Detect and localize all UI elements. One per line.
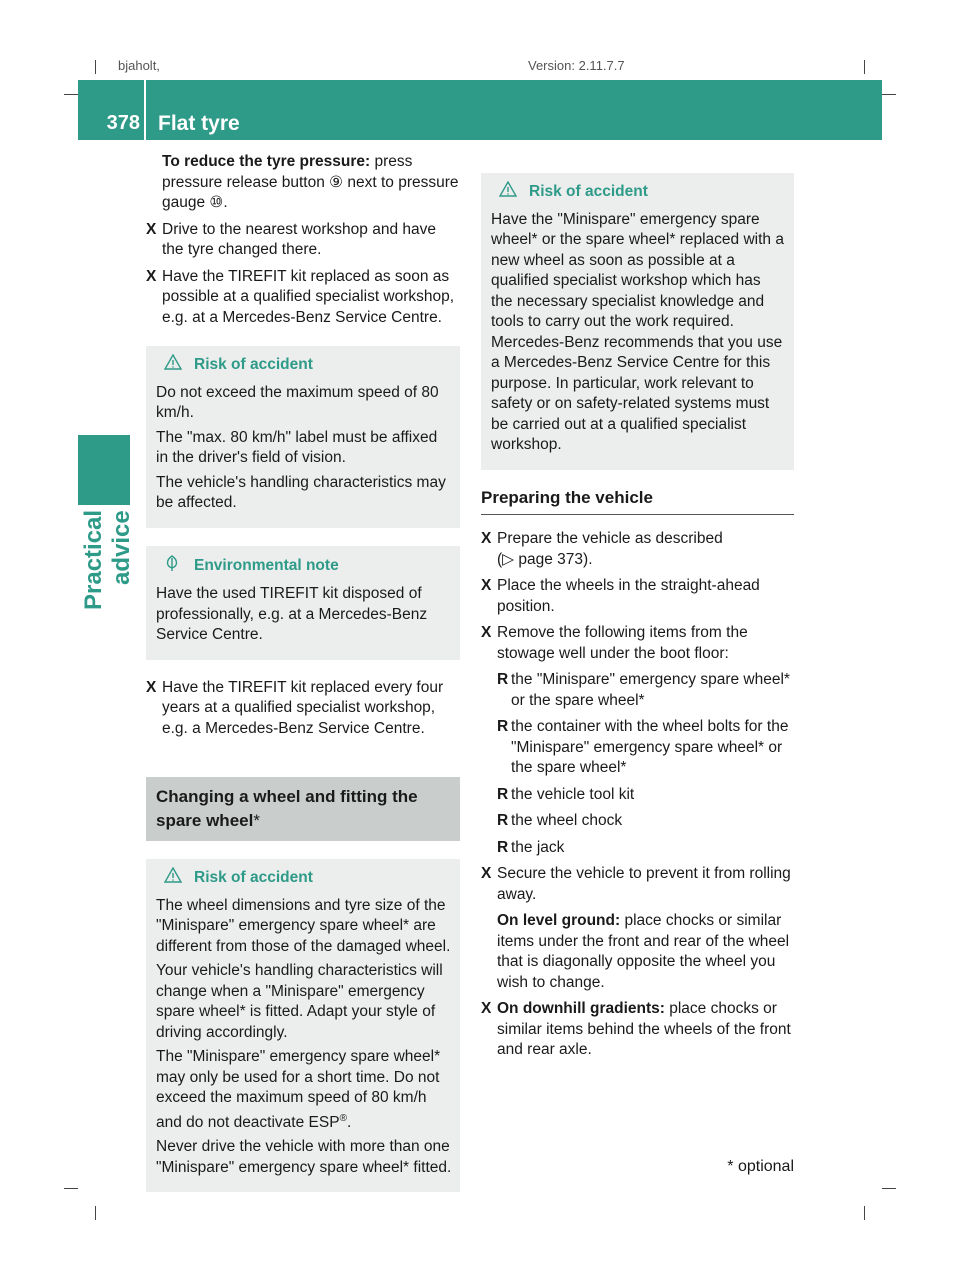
warning-title: Risk of accident [194, 356, 313, 373]
instruction-item [481, 529, 794, 570]
section-title: Changing a wheel and fitting the spare wheel [156, 787, 418, 830]
warning-paragraph [156, 1047, 452, 1133]
list-item [481, 670, 794, 711]
page-reference-link[interactable]: (▷ page 373). [497, 550, 593, 568]
warning-box [146, 859, 460, 1192]
step-marker-icon: X [146, 267, 157, 285]
warning-box [481, 173, 794, 470]
downhill-bold: On downhill gradients: [497, 1000, 665, 1017]
instruction-item [481, 623, 794, 664]
warning-heading [156, 354, 452, 377]
instruction-text: Drive to the nearest workshop and have the tyre changed there. [162, 220, 436, 258]
right-column [481, 173, 794, 1067]
list-item [481, 717, 794, 779]
environment-title: Environmental note [194, 556, 339, 574]
environment-text: Have the used TIREFIT kit disposed of professionally, e.g. at a Mercedes-Benz Service Centre. [156, 585, 428, 643]
environment-box [146, 546, 460, 660]
crop-mark [864, 60, 865, 74]
intro-text-mid: next to pressure gauge [162, 173, 459, 211]
warning-triangle-icon [164, 354, 186, 377]
intro-text: press pressure release button [162, 153, 413, 191]
warning-heading [491, 181, 786, 204]
print-meta-left: bjaholt, [118, 58, 160, 73]
intro-text-end: . [223, 194, 228, 211]
header-divider [144, 80, 146, 140]
optional-footnote: * optional [727, 1158, 794, 1175]
warning-paragraph: Your vehicle's handling characteristics will change when a "Minispare" emergency spare wheel* is fitted. Adapt your style of driving accordingly. [156, 962, 443, 1041]
chapter-label: Practical advice [80, 510, 135, 611]
level-ground-bold: On level ground: [497, 912, 621, 929]
crop-mark [882, 94, 896, 95]
bullet-marker-icon: R [497, 838, 509, 856]
warning-triangle-icon [164, 867, 186, 890]
section-heading [146, 777, 460, 841]
crop-mark [64, 94, 78, 95]
warning-line: The vehicle's handling characteristics may be affected. [156, 473, 446, 511]
page-title: Flat tyre [158, 112, 240, 135]
crop-mark [64, 1188, 78, 1189]
list-item-text: the vehicle tool kit [511, 785, 635, 803]
instruction-item [146, 220, 460, 261]
crop-mark [95, 60, 96, 74]
warning-triangle-icon [499, 181, 521, 204]
instruction-item [146, 678, 460, 740]
step-marker-icon: X [481, 577, 492, 594]
left-column [146, 152, 460, 1192]
step-marker-icon: X [146, 678, 157, 696]
downhill-text: place chocks or similar items behind the wheels of the front and rear axle. [497, 1000, 791, 1058]
list-item-text: the jack [511, 838, 565, 856]
list-item [481, 785, 794, 806]
warning-text: The "Minispare" emergency spare wheel* may only be used for a short time. Do not exceed the maximum speed of 80 km/h and do not deactivate ESP [156, 1048, 441, 1131]
page-header [78, 80, 882, 140]
bullet-marker-icon: R [497, 812, 509, 829]
warning-heading [156, 867, 452, 890]
print-meta-right: Version: 2.11.7.7 [528, 58, 625, 73]
optional-asterisk: * [253, 811, 260, 830]
environment-heading [156, 554, 452, 579]
step-marker-icon: X [146, 220, 157, 238]
level-ground-paragraph [481, 911, 794, 993]
list-item-text: the container with the wheel bolts for the "Minispare" emergency spare wheel* or the spare wheel* [511, 718, 789, 776]
instruction-text: Prepare the vehicle as described [497, 530, 723, 547]
bullet-marker-icon: R [497, 671, 509, 688]
step-marker-icon: X [481, 530, 492, 547]
instruction-item [481, 576, 794, 617]
registered-mark: ® [339, 1112, 347, 1124]
warning-text-end: . [346, 1113, 352, 1131]
warning-paragraph: The wheel dimensions and tyre size of the "Minispare" emergency spare wheel* are different from those of the damaged wheel. [156, 896, 451, 955]
instruction-item [481, 864, 794, 905]
instruction-text: Place the wheels in the straight-ahead position. [497, 577, 760, 615]
callout-10: ⑩ [209, 194, 224, 211]
crop-mark [864, 1206, 865, 1220]
step-marker-icon: X [481, 865, 492, 882]
warning-title: Risk of accident [529, 183, 648, 200]
list-item [481, 838, 794, 859]
subsection-heading: Preparing the vehicle [481, 488, 794, 516]
step-marker-icon: X [481, 1000, 492, 1017]
environment-leaf-icon [164, 554, 186, 579]
instruction-item [481, 999, 794, 1061]
chapter-tab [78, 435, 130, 505]
warning-paragraph: Have the "Minispare" emergency spare wheel* or the spare wheel* replaced with a new wheel as soon as possible at a qualified specialist workshop which has the necessary specialist knowledge and tools to carry out the work required. Mercedes-Benz recommends that you use a Mercedes-Benz Service Centre for this purpose. In particular, work relevant to safety or on safety-related systems must be carried out at a qualified specialist workshop. [491, 210, 784, 453]
crop-mark [95, 1206, 96, 1220]
page-number: 378 [106, 112, 140, 134]
list-item-text: the wheel chock [511, 812, 623, 829]
instruction-text: Have the TIREFIT kit replaced every four years at a qualified specialist workshop, e.g. a Mercedes-Benz Service Centre. [162, 678, 444, 737]
warning-line: The "max. 80 km/h" label must be affixed in the driver's field of vision. [156, 428, 438, 466]
instruction-text: Secure the vehicle to prevent it from rolling away. [497, 865, 791, 903]
warning-title: Risk of accident [194, 869, 313, 886]
crop-mark [882, 1188, 896, 1189]
instruction-text: Have the TIREFIT kit replaced as soon as possible at a qualified specialist workshop, e.g. at a Mercedes-Benz Service Centre. [162, 267, 455, 326]
warning-paragraph: Never drive the vehicle with more than one "Minispare" emergency spare wheel* fitted. [156, 1138, 452, 1176]
list-item [481, 811, 794, 832]
warning-box [146, 346, 460, 528]
callout-9: ⑨ [329, 173, 344, 191]
intro-bold: To reduce the tyre pressure: [162, 153, 371, 170]
list-item-text: the "Minispare" emergency spare wheel* or the spare wheel* [511, 671, 790, 709]
intro-paragraph [146, 152, 460, 214]
warning-line: Do not exceed the maximum speed of 80 km/h. [156, 383, 439, 421]
instruction-text: Remove the following items from the stowage well under the boot floor: [497, 624, 748, 662]
step-marker-icon: X [481, 624, 492, 641]
instruction-item [146, 267, 460, 329]
bullet-marker-icon: R [497, 718, 509, 735]
bullet-marker-icon: R [497, 785, 509, 803]
level-ground-text: place chocks or similar items under the front and rear of the wheel that is diagonally opposite the wheel you wish to change. [497, 912, 790, 991]
